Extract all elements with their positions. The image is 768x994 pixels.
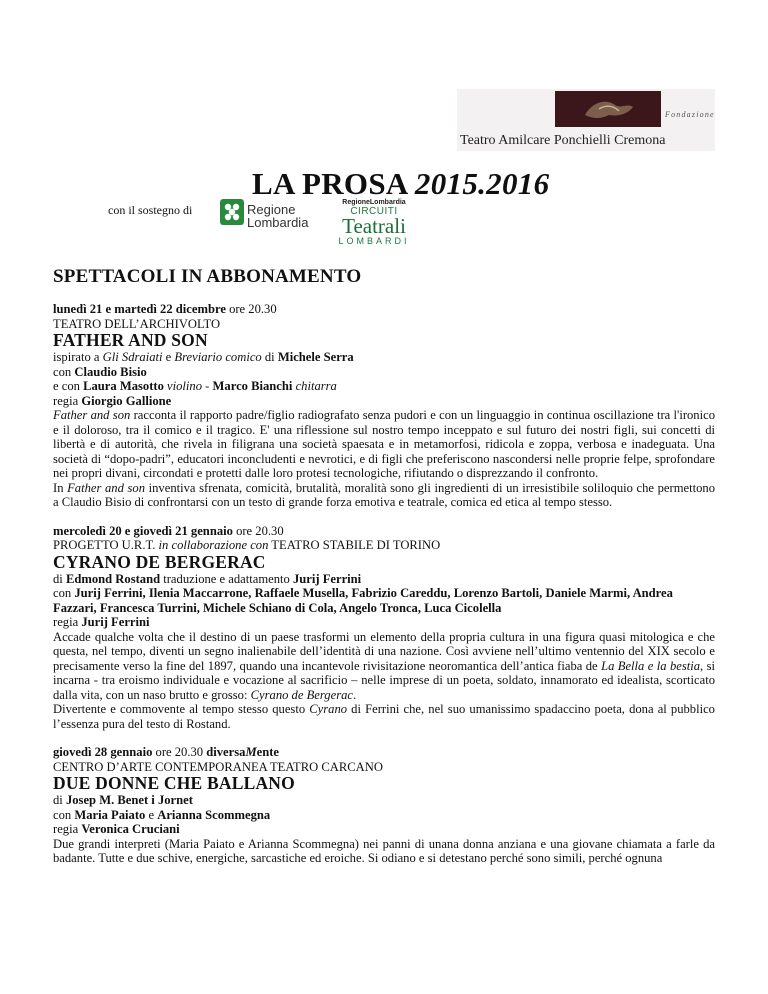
- show-date: giovedì 28 gennaio: [53, 745, 153, 759]
- credit-line: regia Giorgio Gallione: [53, 393, 172, 408]
- show-description: Divertente e commovente al tempo stesso questo Cyrano di Ferrini che, nel suo umanissimo spadaccino poeta, dona al pubblico l’essenza pura del testo di Rostand.: [53, 702, 715, 731]
- show-date: lunedì 21 e martedì 22 dicembre: [53, 302, 226, 316]
- credit-line: di Edmond Rostand traduzione e adattamento Jurij Ferrini: [53, 571, 362, 586]
- show-date-line: [53, 302, 715, 317]
- season-text: 2015.2016: [414, 166, 550, 201]
- show-time: ore 20.30: [152, 745, 207, 759]
- show-tag: diversa: [206, 745, 246, 759]
- show-entry: [53, 302, 715, 510]
- credit-line: di Josep M. Benet i Jornet: [53, 793, 193, 807]
- credit-line: regia Jurij Ferrini: [53, 615, 150, 629]
- regione-lombardia-logo: [220, 199, 244, 230]
- regione-lombardia-text: [247, 203, 308, 229]
- section-title: SPETTACOLI IN ABBONAMENTO: [53, 266, 362, 287]
- show-company: CENTRO D’ARTE CONTEMPORANEA TEATRO CARCANO: [53, 759, 383, 774]
- show-time: ore 20.30: [232, 523, 284, 538]
- sponsor1-line1: Regione: [247, 202, 296, 217]
- theatre-name: Teatro Amilcare Ponchielli Cremona: [460, 133, 666, 148]
- show-time: ore 20.30: [225, 302, 277, 316]
- show-title: FATHER AND SON: [53, 330, 208, 350]
- show-company: PROGETTO U.R.T. in collaborazione con TEATRO STABILE DI TORINO: [53, 538, 441, 552]
- circuiti-line4: LOMBARDI: [338, 236, 410, 246]
- title-text: LA PROSA: [252, 166, 407, 201]
- circuiti-line1: RegioneLombardia: [342, 199, 406, 206]
- circuiti-teatrali-lombardi-logo: [334, 199, 414, 246]
- credit-line: e con Laura Masotto violino - Marco Bianchi chitarra: [53, 379, 337, 393]
- foundation-label: Fondazione: [665, 110, 715, 119]
- credit-line: con Jurij Ferrini, Ilenia Maccarrone, Raffaele Musella, Fabrizio Careddu, Lorenzo Bartoli, Daniele Marmi, Andrea Fazzari, Francesca Turrini, Michele Schiano di Cola, Angelo Tronca, Luca Cicolella: [53, 586, 673, 615]
- show-description: Due grandi interpreti (Maria Paiato e Arianna Scommegna) nei panni di unana donna anziana e una giovane chiamata a farle da badante. Tutte e due schive, energiche, sarcastiche ed eroiche. Si odiano e si detestano perché sono simili, perché ognuna: [53, 836, 715, 865]
- show-company: TEATRO DELL’ARCHIVOLTO: [53, 316, 221, 331]
- circuiti-line3: Teatrali: [342, 214, 406, 238]
- circuiti-line2: CIRCUITI: [350, 206, 398, 217]
- show-entry: [53, 524, 715, 732]
- show-title: DUE DONNE CHE BALLANO: [53, 773, 295, 793]
- show-description: Accade qualche volta che il destino di un paese trasformi un elemento della propria cultura in una figura quasi mitologica e che questa, nel tempo, diventi un segno inalienabile dell’identità di una nazione. Così avviene nell’ultimo ventennio del XIX secolo e precisamente verso la fine del 1897, quando una incantevole rivisitazione neoromantica dell’antica fiaba de La Bella e la bestia, si incarna - tra eroismo individuale e vocazione al sacrificio – nelle imprese di un poeta, soldato, innamorato ed idealista, scorticato dalla vita, con un naso brutto e grosso: Cyrano de Bergerac.: [53, 629, 715, 702]
- page-title: [252, 166, 549, 202]
- credit-line: con Claudio Bisio: [53, 364, 147, 379]
- regione-lombardia-icon: [220, 199, 244, 225]
- support-label: con il sostegno di: [108, 203, 193, 217]
- show-description: In Father and son inventiva sfrenata, comicità, brutalità, moralità sono gli ingredienti di un irresistibile soliloquio che permettono a Claudio Bisio di confrontarsi con un testo di grande forza emotiva e teatrale, comica ed etica al tempo stesso.: [53, 480, 715, 509]
- show-title: CYRANO DE BERGERAC: [53, 551, 266, 572]
- show-date: mercoledì 20 e giovedì 21 gennaio: [53, 523, 233, 538]
- show-date-line: [53, 524, 715, 539]
- credit-line: con Maria Paiato e Arianna Scommegna: [53, 807, 271, 822]
- show-description: Father and son racconta il rapporto padre/figlio radiografato senza pudori e con un linguaggio in continua oscillazione tra l'ironico e il doloroso, tra il comico e il tragico. E' una riflessione sul nostro tempo inceppato e sul futuro dei nostri figli, sui concetti di libertà e di autorità, che rivela in filigrana una società spaesata e in metamorfosi, ridicola e zoppa, verbosa e inadeguata. Una società di “dopo-padri”, educatori inconcludenti e nevrotici, e di figli che preferiscono nascondersi nelle proprie felpe, sprofondare nei propri divani, circondati e protetti dalle loro protesi tecnologiche, rifiutando o disprezzando il confronto.: [53, 408, 715, 480]
- credit-line: ispirato a Gli Sdraiati e Breviario comico di Michele Serra: [53, 350, 354, 364]
- foundation-logo-image: [555, 91, 661, 127]
- credit-line: regia Veronica Cruciani: [53, 822, 180, 836]
- show-entry: [53, 745, 715, 866]
- shows-list: [53, 302, 715, 866]
- show-date-line: giovedì 28 gennaio ore 20.30 diversaMente: [53, 745, 280, 759]
- sponsor1-line2: Lombardia: [247, 215, 309, 230]
